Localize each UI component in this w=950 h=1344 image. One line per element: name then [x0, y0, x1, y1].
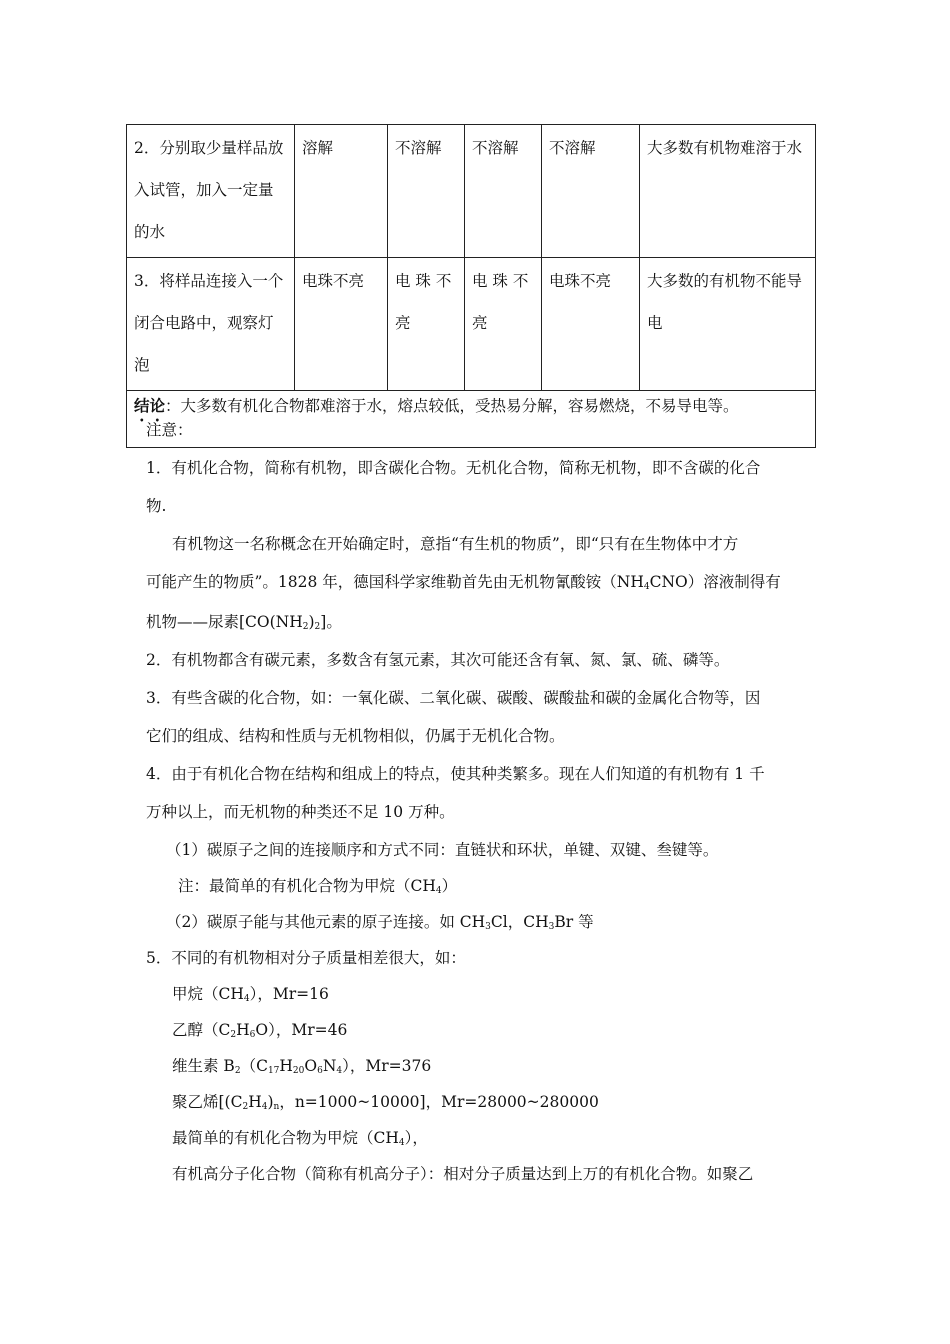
- result-cell: 大多数有机物难溶于水: [640, 125, 816, 258]
- table-cell: 电 珠 不 亮: [465, 258, 542, 391]
- step-cell: 2．分别取少量样品放入试管，加入一定量的水: [127, 125, 295, 258]
- step-cell: 3．将样品连接入一个闭合电路中，观察灯泡: [127, 258, 295, 391]
- conclusion-row: [127, 391, 816, 448]
- history-line-3: 机物——尿素$[CO(NH_2)_2]$。: [146, 613, 342, 632]
- paragraph-1-line-2: 物.: [146, 497, 167, 515]
- conclusion-label: 结论: [134, 396, 166, 415]
- example-vitamin-b2: 维生素 $B_2(C_{17}H_{20}O_6N_4)$，Mr=376: [172, 1057, 432, 1076]
- table-cell: 不溶解: [388, 125, 465, 258]
- table-cell: 电 珠 不 亮: [388, 258, 465, 391]
- experiment-table: [126, 124, 816, 448]
- paragraph-3-line-1: 3．有些含碳的化合物，如：一氧化碳、二氧化碳、碳酸、碳酸盐和碳的金属化合物等，因: [146, 689, 761, 707]
- notes-title: 注意：: [146, 421, 193, 439]
- history-line-2: 可能产生的物质”。1828 年，德国科学家维勒首先由无机物氰酸铵$(NH_4CNO)$溶液制得有: [146, 573, 781, 592]
- example-ethanol: 乙醇$(C_2H_6O)$，Mr=46: [172, 1021, 348, 1040]
- paragraph-4-line-1: 4．由于有机化合物在结构和组成上的特点，使其种类繁多。现在人们知道的有机物有 1 千: [146, 765, 765, 783]
- polymer-definition: 有机高分子化合物（简称有机高分子）：相对分子质量达到上万的有机化合物。如聚乙: [172, 1165, 754, 1183]
- table-cell: 电珠不亮: [295, 258, 388, 391]
- subpoint-2: （2）碳原子能与其他元素的原子连接。如 $CH_3Cl$，$CH_3Br$ 等: [166, 913, 594, 932]
- table-row: [127, 258, 816, 391]
- subpoint-note: 注：最简单的有机化合物为甲烷$(CH_4)$: [178, 877, 458, 896]
- example-polyethylene: 聚乙烯[$(C_2H_4)_n$，n=1000~10000]，Mr=28000~280000: [172, 1093, 599, 1112]
- paragraph-1-line-1: 1．有机化合物，简称有机物，即含碳化合物。无机化合物，简称无机物，即不含碳的化合: [146, 459, 761, 477]
- paragraph-3-line-2: 它们的组成、结构和性质与无机物相似，仍属于无机化合物。: [146, 727, 565, 745]
- paragraph-4-line-2: 万种以上，而无机物的种类还不足 10 万种。: [146, 803, 455, 821]
- table-row: [127, 125, 816, 258]
- simplest-organic-note: 最简单的有机化合物为甲烷$(CH_4)$，: [172, 1129, 428, 1148]
- table-cell: 电珠不亮: [542, 258, 640, 391]
- table-cell: 不溶解: [465, 125, 542, 258]
- paragraph-5: 5．不同的有机物相对分子质量相差很大，如：: [146, 949, 466, 967]
- example-methane: 甲烷$(CH_4)$，Mr=16: [172, 985, 329, 1004]
- paragraph-2: 2．有机物都含有碳元素，多数含有氢元素，其次可能还含有氧、氮、氯、硫、磷等。: [146, 651, 730, 669]
- conclusion-cell: [127, 391, 816, 448]
- subpoint-1: （1）碳原子之间的连接顺序和方式不同：直链状和环状，单键、双键、叁键等。: [166, 841, 719, 859]
- history-line-1: 有机物这一名称概念在开始确定时，意指“有生机的物质”，即“只有在生物体中才方: [172, 535, 739, 553]
- table-cell: 不溶解: [542, 125, 640, 258]
- table-cell: 溶解: [295, 125, 388, 258]
- result-cell: 大多数的有机物不能导电: [640, 258, 816, 391]
- conclusion-text: ：大多数有机化合物都难溶于水，熔点较低，受热易分解，容易燃烧，不易导电等。: [165, 397, 739, 415]
